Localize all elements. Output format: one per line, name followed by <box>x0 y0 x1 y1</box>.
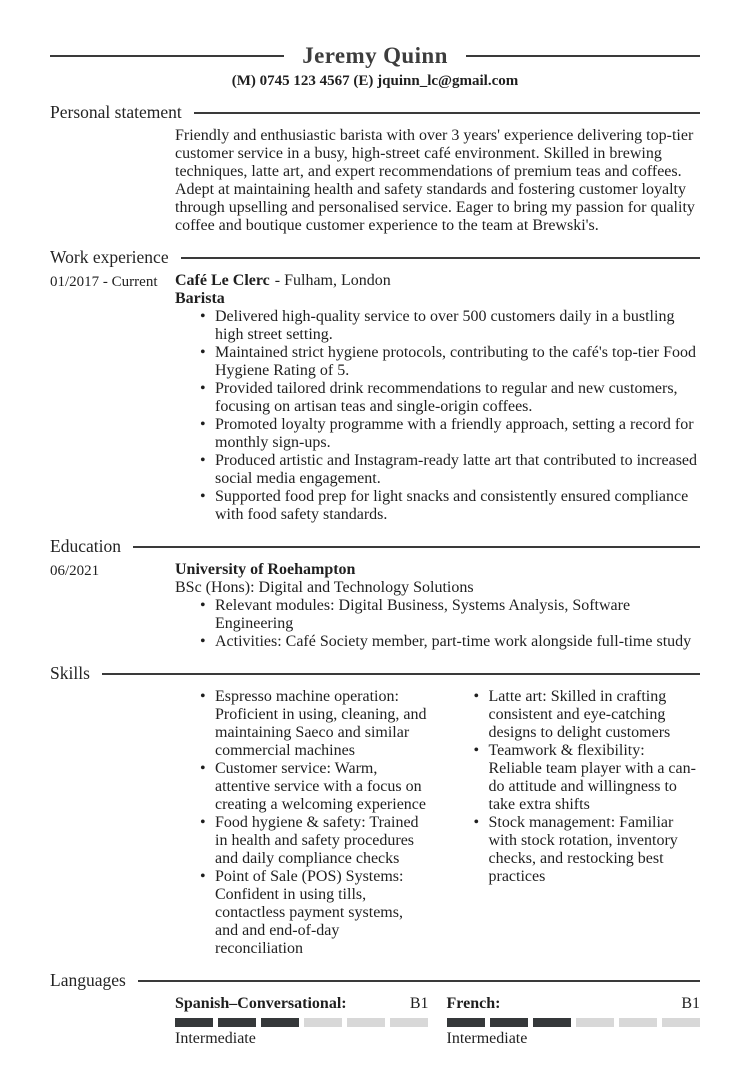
language-item <box>175 995 429 1048</box>
section-title: Skills <box>50 663 90 683</box>
language-level-name: Intermediate <box>446 1030 528 1047</box>
name-divider-left <box>50 55 284 57</box>
education-entry-date: 06/2021 <box>50 563 100 579</box>
language-level-segment <box>619 1018 657 1027</box>
languages-columns <box>175 995 700 1048</box>
skills-columns <box>175 688 700 958</box>
language-level-segment <box>347 1018 385 1027</box>
language-level-segment <box>175 1018 213 1027</box>
work-entry-company-line <box>175 272 700 290</box>
section-title: Languages <box>50 970 126 990</box>
language-header <box>447 995 701 1013</box>
spacer-column <box>50 688 175 958</box>
section-title: Work experience <box>50 247 169 267</box>
section-title: Education <box>50 536 121 556</box>
spacer-column <box>50 127 175 235</box>
candidate-name: Jeremy Quinn <box>302 43 448 68</box>
section-header <box>50 536 700 557</box>
skill-item: • Teamwork & flexibility: Reliable team player with a can-do attitude and willingness to take extra shifts <box>474 742 701 814</box>
skill-item: • Food hygiene & safety: Trained in health and safety procedures and daily compliance checks <box>200 814 427 868</box>
degree-name: BSc (Hons): Digital and Technology Solutions <box>175 579 474 596</box>
spacer-column <box>50 995 175 1048</box>
skill-item: • Customer service: Warm, attentive service with a focus on creating a welcoming experience <box>200 760 427 814</box>
education-bullet-list <box>175 597 700 651</box>
section-divider <box>102 673 700 675</box>
language-cefr-code: B1 <box>681 995 700 1012</box>
section-divider <box>194 112 700 114</box>
skill-item: • Point of Sale (POS) Systems: Confident in using tills, contactless payment systems, and and end-of-day reconciliation <box>200 868 427 958</box>
skill-item: • Latte art: Skilled in crafting consistent and eye-catching designs to delight customers <box>474 688 701 742</box>
work-entry <box>50 272 700 524</box>
section-work-experience <box>50 247 700 524</box>
education-bullet: • Activities: Café Society member, part-time work alongside full-time study <box>200 633 700 651</box>
languages-body <box>50 995 700 1048</box>
company-location: - Fulham, London <box>274 272 391 289</box>
language-level-segment <box>390 1018 428 1027</box>
work-bullet: • Delivered high-quality service to over 500 customers daily in a bustling high street setting. <box>200 308 700 344</box>
skills-column-left <box>175 688 427 958</box>
education-entry-details <box>175 561 700 651</box>
skill-item: • Espresso machine operation: Proficient in using, cleaning, and maintaining Saeco and similar commercial machines <box>200 688 427 760</box>
language-level-segment <box>662 1018 700 1027</box>
language-name: Spanish–Conversational: <box>175 995 347 1012</box>
skill-item: • Stock management: Familiar with stock rotation, inventory checks, and restocking best practices <box>474 814 701 886</box>
cv-header <box>50 42 700 90</box>
work-bullet: • Supported food prep for light snacks and consistently ensured compliance with food safety standards. <box>200 488 700 524</box>
section-title: Personal statement <box>50 102 182 122</box>
language-level-segment <box>490 1018 528 1027</box>
section-header <box>50 970 700 991</box>
language-cefr-code: B1 <box>409 995 429 1012</box>
language-level-segment <box>533 1018 571 1027</box>
work-entry-date: 01/2017 - Current <box>50 274 158 290</box>
education-entry <box>50 561 700 651</box>
language-level-segment <box>261 1018 299 1027</box>
language-level-bar <box>447 1018 701 1027</box>
language-header <box>175 995 429 1013</box>
section-divider <box>181 257 700 259</box>
work-bullet: • Provided tailored drink recommendations to regular and new customers, focusing on artisan teas and single-origin coffees. <box>200 380 700 416</box>
section-personal-statement <box>50 102 700 235</box>
language-name: French: <box>446 995 501 1012</box>
work-entry-details <box>175 272 700 524</box>
skills-column-right <box>449 688 701 886</box>
section-divider <box>138 980 700 982</box>
language-item <box>447 995 701 1048</box>
contact-line: (M) 0745 123 4567 (E) jquinn_lc@gmail.com <box>231 73 519 89</box>
section-header <box>50 102 700 123</box>
language-level-segment <box>576 1018 614 1027</box>
name-row <box>50 42 700 69</box>
section-header <box>50 247 700 268</box>
language-level-segment <box>304 1018 342 1027</box>
school-name: University of Roehampton <box>175 561 356 578</box>
section-languages <box>50 970 700 1048</box>
work-bullet: • Produced artistic and Instagram-ready latte art that contributed to increased social media engagement. <box>200 452 700 488</box>
work-bullet: • Maintained strict hygiene protocols, contributing to the café's top-tier Food Hygiene Rating of 5. <box>200 344 700 380</box>
work-bullet-list <box>175 308 700 524</box>
personal-statement-text: Friendly and enthusiastic barista with over 3 years' experience delivering top-tier customer service in a busy, high-street café environment. Skilled in brewing techniques, latte art, and expert recommendations of premium teas and coffees. Adept at maintaining health and safety standards and fostering customer loyalty through upselling and personalised service. Eager to bring my passion for quality coffee and boutique customer experience to the team at Brewski's. <box>175 127 695 234</box>
language-level-segment <box>218 1018 256 1027</box>
language-level-bar <box>175 1018 429 1027</box>
section-header <box>50 663 700 684</box>
language-level-segment <box>447 1018 485 1027</box>
personal-statement-body <box>50 127 700 235</box>
name-divider-right <box>466 55 700 57</box>
skills-body <box>50 688 700 958</box>
work-bullet: • Promoted loyalty programme with a friendly approach, setting a record for monthly sign-ups. <box>200 416 700 452</box>
job-title: Barista <box>175 290 225 307</box>
section-skills <box>50 663 700 958</box>
company-name: Café Le Clerc <box>175 272 270 289</box>
section-divider <box>133 546 700 548</box>
education-bullet: • Relevant modules: Digital Business, Systems Analysis, Software Engineering <box>200 597 700 633</box>
section-education <box>50 536 700 651</box>
language-level-name: Intermediate <box>175 1030 256 1047</box>
